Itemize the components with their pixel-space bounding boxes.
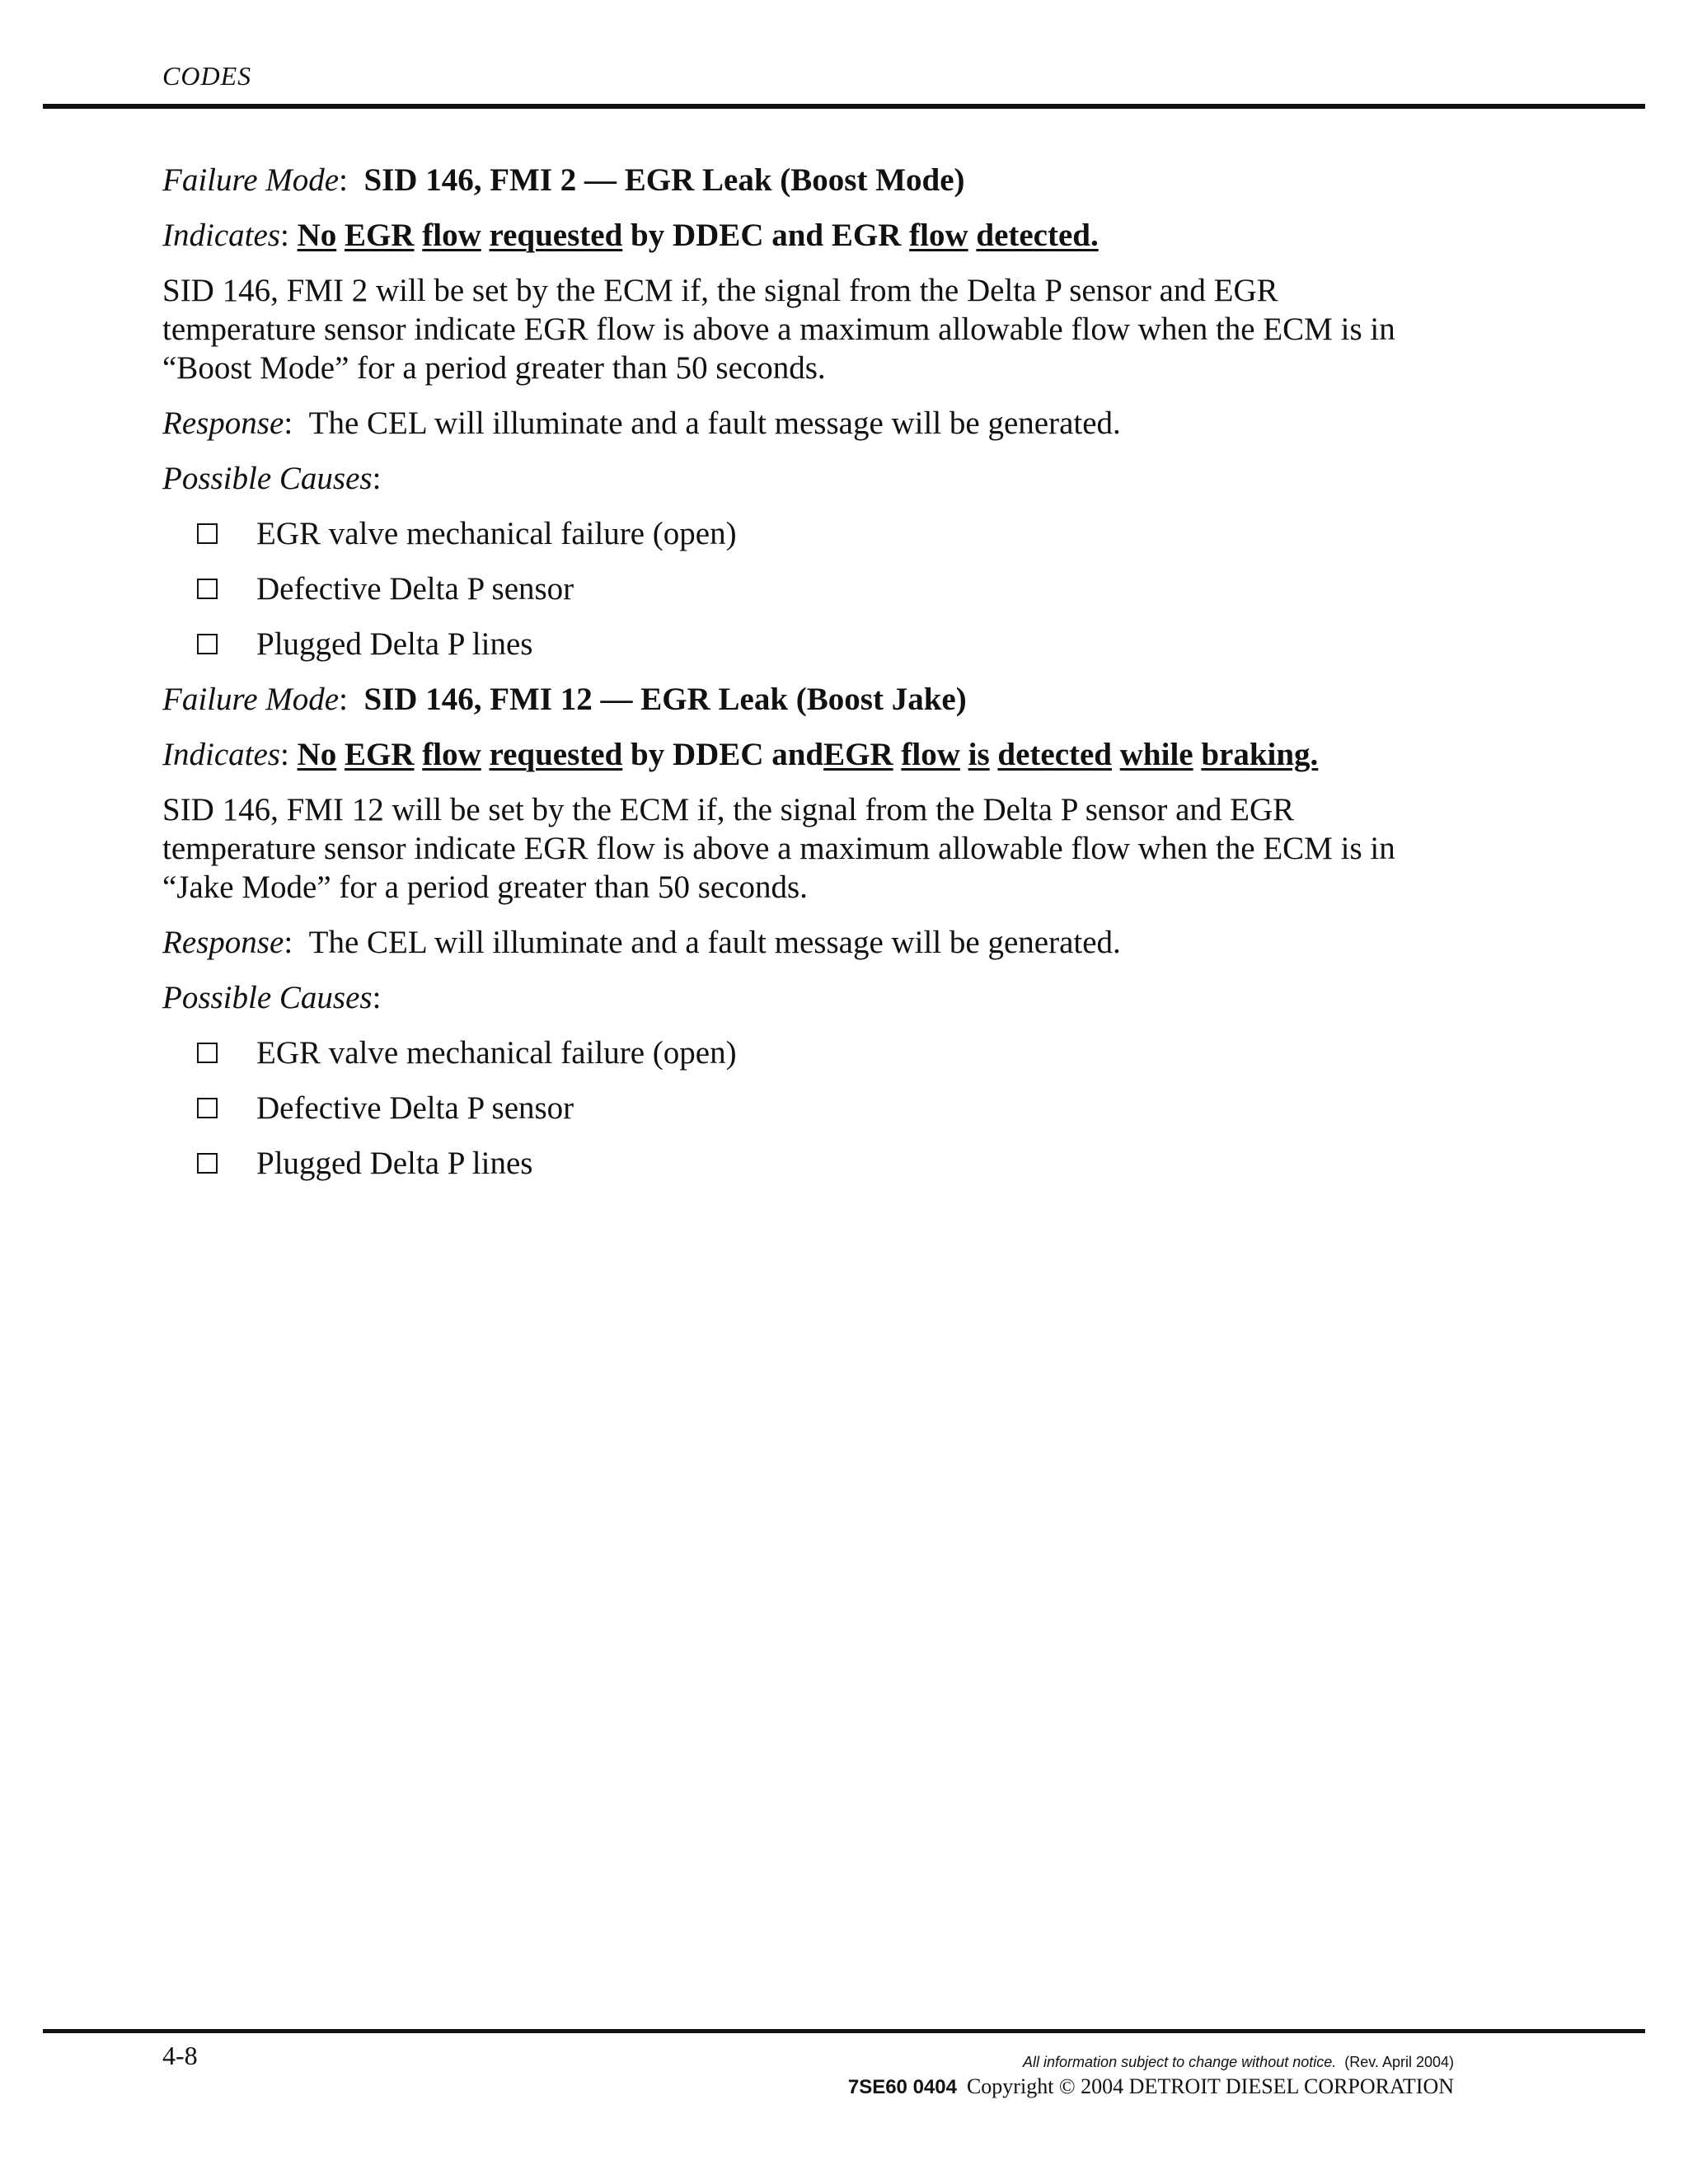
plain-text	[893, 737, 902, 772]
possible-causes-list	[162, 1033, 1481, 1183]
checkbox-icon	[197, 579, 218, 599]
copyright-text: Copyright © 2004 DETROIT DIESEL CORPORATION	[966, 2074, 1454, 2098]
underlined-word: flow	[909, 218, 968, 253]
description-line: SID 146, FMI 2 will be set by the ECM if, the signal from the Delta P sensor and EGR	[162, 273, 1278, 308]
footer-notice	[848, 2054, 1454, 2071]
underlined-word: detected.	[976, 218, 1099, 253]
indicates-line: Indicates: No EGR flow requested by DDEC andEGR flow is detected while braking.	[162, 737, 1319, 772]
list-item	[197, 1144, 1481, 1183]
response-label: Response	[162, 925, 284, 960]
possible-causes-label: Possible Causes	[162, 461, 373, 496]
response-text: The CEL will illuminate and a fault message will be generated.	[308, 405, 1121, 441]
description-line: temperature sensor indicate EGR flow is above a maximum allowable flow when the ECM is in	[162, 831, 1395, 866]
underlined-word: flow	[422, 737, 481, 772]
revision-text: (Rev. April 2004)	[1344, 2054, 1454, 2070]
cause-text: Defective Delta P sensor	[256, 571, 574, 607]
underlined-word: No	[297, 737, 337, 772]
response-label: Response	[162, 405, 284, 441]
plain-text	[415, 218, 423, 253]
underlined-word: EGR	[344, 737, 415, 772]
plain-text	[336, 218, 345, 253]
list-item	[197, 625, 1481, 663]
cause-text: Plugged Delta P lines	[256, 1146, 533, 1181]
underlined-word: EGR	[344, 218, 415, 253]
indicates-value	[298, 737, 1319, 772]
description-paragraph	[162, 790, 1481, 907]
list-item	[197, 569, 1481, 608]
page-footer	[848, 2054, 1454, 2099]
response-line: Response: The CEL will illuminate and a fault message will be generated.	[162, 925, 1121, 960]
top-rule	[43, 104, 1645, 109]
cause-text: EGR valve mechanical failure (open)	[256, 516, 737, 551]
plain-text	[960, 737, 968, 772]
indicates-value	[298, 218, 1099, 253]
bottom-rule	[43, 2029, 1645, 2033]
possible-causes-heading: Possible Causes:	[162, 980, 382, 1015]
response-line: Response: The CEL will illuminate and a fault message will be generated.	[162, 405, 1121, 441]
description-line: “Boost Mode” for a period greater than 50 seconds.	[162, 350, 826, 386]
plain-text	[481, 218, 490, 253]
plain-text	[1193, 737, 1202, 772]
doc-number: 7SE60 0404	[847, 2076, 957, 2098]
failure-mode-label: Failure Mode	[162, 682, 340, 717]
notice-text: All information subject to change without notice.	[1023, 2054, 1337, 2070]
underlined-word: flow	[901, 737, 960, 772]
description-paragraph	[162, 271, 1481, 387]
underlined-word: braking.	[1201, 737, 1319, 772]
indicates-label: Indicates	[162, 737, 280, 772]
checkbox-icon	[197, 634, 218, 654]
underlined-word: detected	[997, 737, 1112, 772]
plain-text: by DDEC and EGR	[622, 218, 910, 253]
underlined-word: EGR	[823, 737, 893, 772]
failure-mode-line: Failure Mode: SID 146, FMI 2 — EGR Leak (Boost Mode)	[162, 162, 965, 198]
underlined-word: while	[1119, 737, 1193, 772]
list-item	[197, 1089, 1481, 1127]
checkbox-icon	[197, 1153, 218, 1174]
running-head: CODES	[162, 61, 252, 91]
cause-text: EGR valve mechanical failure (open)	[256, 1035, 737, 1071]
description-line: SID 146, FMI 12 will be set by the ECM if, the signal from the Delta P sensor and EGR	[162, 792, 1295, 827]
underlined-word: is	[968, 737, 990, 772]
plain-text	[481, 737, 490, 772]
plain-text	[990, 737, 998, 772]
list-item	[197, 1033, 1481, 1072]
underlined-word: requested	[489, 737, 623, 772]
checkbox-icon	[197, 1043, 218, 1063]
indicates-line: Indicates: No EGR flow requested by DDEC and EGR flow detected.	[162, 218, 1099, 253]
failure-mode-section	[162, 161, 1481, 663]
possible-causes-list	[162, 514, 1481, 663]
checkbox-icon	[197, 523, 218, 544]
list-item	[197, 514, 1481, 553]
possible-causes-label: Possible Causes	[162, 980, 373, 1015]
description-line: “Jake Mode” for a period greater than 50 seconds.	[162, 869, 808, 905]
failure-mode-value: SID 146, FMI 12 — EGR Leak (Boost Jake)	[363, 682, 967, 717]
plain-text	[415, 737, 423, 772]
cause-text: Plugged Delta P lines	[256, 626, 533, 662]
page-number: 4-8	[162, 2041, 198, 2070]
checkbox-icon	[197, 1098, 218, 1118]
main-content	[162, 161, 1481, 1199]
indicates-label: Indicates	[162, 218, 280, 253]
failure-mode-section	[162, 680, 1481, 1183]
failure-mode-value: SID 146, FMI 2 — EGR Leak (Boost Mode)	[363, 162, 965, 198]
plain-text	[968, 218, 977, 253]
possible-causes-heading: Possible Causes:	[162, 461, 382, 496]
plain-text: by DDEC and	[622, 737, 824, 772]
underlined-word: requested	[489, 218, 623, 253]
failure-mode-line: Failure Mode: SID 146, FMI 12 — EGR Leak (Boost Jake)	[162, 682, 967, 717]
underlined-word: flow	[422, 218, 481, 253]
plain-text	[1112, 737, 1120, 772]
response-text: The CEL will illuminate and a fault message will be generated.	[308, 925, 1121, 960]
footer-copyright-line	[848, 2074, 1454, 2099]
cause-text: Defective Delta P sensor	[256, 1090, 574, 1126]
underlined-word: No	[297, 218, 337, 253]
failure-mode-label: Failure Mode	[162, 162, 340, 198]
plain-text	[336, 737, 345, 772]
description-line: temperature sensor indicate EGR flow is above a maximum allowable flow when the ECM is in	[162, 312, 1395, 347]
